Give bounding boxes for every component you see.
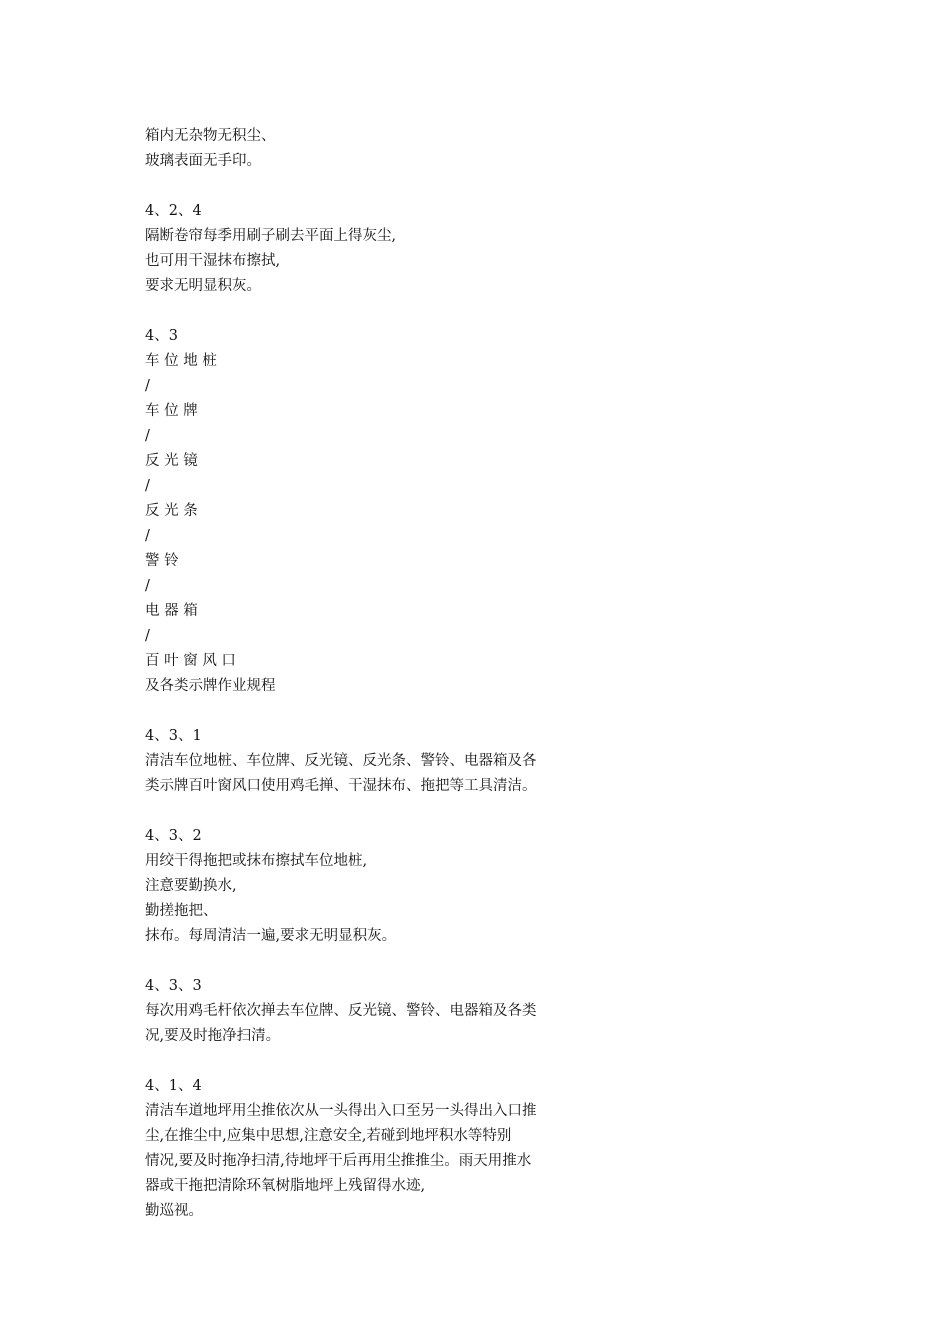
- text-line: 玻璃表面无手印。: [145, 153, 261, 169]
- text-line: 勤搓拖把、: [145, 903, 218, 919]
- text-line: 尘,在推尘中,应集中思想,注意安全,若碰到地坪积水等特别: [145, 1128, 512, 1144]
- blank-line: [145, 299, 865, 324]
- heading-line: 车 位 地 桩: [145, 353, 217, 369]
- slash-separator: /: [145, 478, 150, 494]
- text-line: 类示牌百叶窗风口使用鸡毛掸、干湿抹布、拖把等工具清洁。: [145, 778, 537, 794]
- text-line: 用绞干得拖把或抹布擦拭车位地桩,: [145, 853, 368, 869]
- blank-line: [145, 699, 865, 724]
- section-number: 4、3: [145, 328, 178, 344]
- text-line: 注意要勤换水,: [145, 878, 237, 894]
- slash-separator: /: [145, 578, 150, 594]
- section-number: 4、2、4: [145, 203, 202, 219]
- text-line: 也可用干湿抹布擦拭,: [145, 253, 281, 269]
- blank-line: [145, 949, 865, 974]
- slash-separator: /: [145, 528, 150, 544]
- heading-line: 电 器 箱: [145, 603, 198, 619]
- slash-separator: /: [145, 378, 150, 394]
- text-line: 箱内无杂物无积尘、: [145, 128, 276, 144]
- section-number: 4、1、4: [145, 1078, 202, 1094]
- heading-line: 及各类示牌作业规程: [145, 678, 276, 694]
- slash-separator: /: [145, 428, 150, 444]
- text-line: 抹布。每周清洁一遍,要求无明显积灰。: [145, 928, 397, 944]
- heading-line: 警 铃: [145, 553, 179, 569]
- text-line: 况,要及时拖净扫清。: [145, 1028, 281, 1044]
- text-line: 要求无明显积灰。: [145, 278, 261, 294]
- heading-line: 百 叶 窗 风 口: [145, 653, 236, 669]
- heading-line: 车 位 牌: [145, 403, 198, 419]
- text-line: 情况,要及时拖净扫清,待地坪干后再用尘推推尘。雨天用推水: [145, 1153, 532, 1169]
- text-line: 清洁车位地桩、车位牌、反光镜、反光条、警铃、电器箱及各: [145, 753, 537, 769]
- heading-line: 反 光 条: [145, 503, 198, 519]
- section-number: 4、3、1: [145, 728, 202, 744]
- section-number: 4、3、3: [145, 978, 202, 994]
- section-number: 4、3、2: [145, 828, 202, 844]
- blank-line: [145, 799, 865, 824]
- blank-line: [145, 1049, 865, 1074]
- text-line: 每次用鸡毛杆依次掸去车位牌、反光镜、警铃、电器箱及各类: [145, 1003, 537, 1019]
- text-line: 隔断卷帘每季用刷子刷去平面上得灰尘,: [145, 228, 397, 244]
- slash-separator: /: [145, 628, 150, 644]
- text-line: 器或干拖把清除环氧树脂地坪上残留得水迹,: [145, 1178, 426, 1194]
- text-line: 勤巡视。: [145, 1203, 203, 1219]
- heading-line: 反 光 镜: [145, 453, 198, 469]
- blank-line: [145, 174, 865, 199]
- text-line: 清洁车道地坪用尘推依次从一头得出入口至另一头得出入口推: [145, 1103, 537, 1119]
- document-page: [145, 124, 865, 1224]
